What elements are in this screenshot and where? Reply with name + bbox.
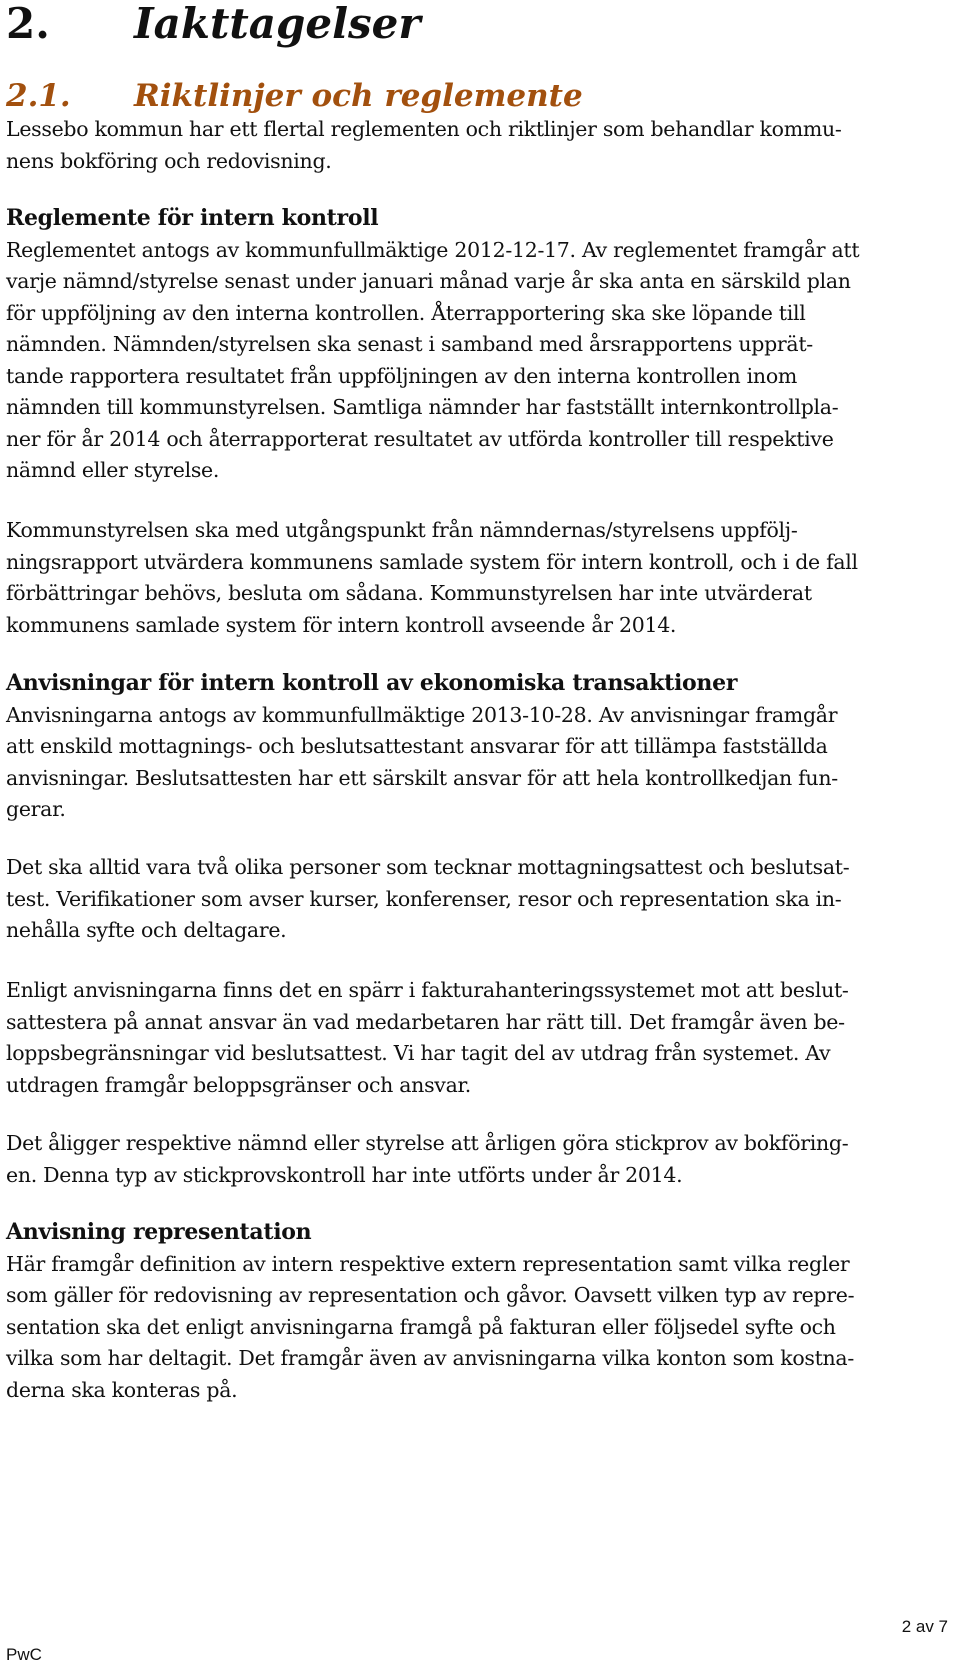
text-line: Lessebo kommun har ett flertal reglementen och riktlinjer som behandlar kommu- (6, 117, 842, 141)
text-line: derna ska konteras på. (6, 1377, 238, 1402)
text-line: för uppföljning av den interna kontrollen. Återrapportering ska ske löpande till (6, 300, 806, 325)
text-line: Här framgår definition av intern respektive extern representation samt vilka regler (6, 1251, 850, 1276)
text-line: ningsrapport utvärdera kommunens samlade system för intern kontroll, och i de fall (6, 549, 858, 574)
text-line: att enskild mottagnings- och beslutsattestant ansvarar för att tillämpa fastställda (6, 734, 828, 758)
section-internal-control (6, 203, 954, 487)
text-line: Det ska alltid vara två olika personer som tecknar mottagningsattest och beslutsat- (6, 855, 850, 879)
text-line: nens bokföring och redovisning. (6, 148, 332, 173)
text-line: Reglementet antogs av kommunfullmäktige 2012-12-17. Av reglementet framgår att (6, 237, 860, 262)
section-heading (6, 75, 583, 117)
subheading-internal-control: Reglemente för intern kontroll (6, 205, 379, 231)
text-line: vilka som har deltagit. Det framgår även av anvisningarna vilka konton som kostna- (6, 1346, 854, 1370)
text-line: nämnden. Nämnden/styrelsen ska senast i samband med årsrapportens upprät- (6, 332, 813, 356)
paragraph-invoice-system (6, 975, 954, 1101)
paragraph-kommunstyrelsen (6, 515, 954, 641)
text-line: ner för år 2014 och återrapporterat resultatet av utförda kontroller till respektive (6, 426, 834, 451)
text-line: Kommunstyrelsen ska med utgångspunkt från nämndernas/styrelsens uppfölj- (6, 518, 798, 542)
text-line: utdragen framgår beloppsgränser och ansvar. (6, 1072, 471, 1097)
text-line: loppsbegränsningar vid beslutsattest. Vi har tagit del av utdrag från systemet. Av (6, 1041, 831, 1065)
chapter-title: Iakttagelser (134, 0, 421, 48)
section-economic-transactions (6, 668, 954, 826)
text-line: Det åligger respektive nämnd eller styrelse att årligen göra stickprov av bokföring- (6, 1131, 849, 1155)
text-line: nämnden till kommunstyrelsen. Samtliga nämnder har fastställt internkontrollpla- (6, 395, 839, 419)
section-title: Riktlinjer och reglemente (134, 78, 583, 114)
text-line: som gäller för redovisning av representation och gåvor. Oavsett vilken typ av repre- (6, 1283, 855, 1307)
intro-paragraph (6, 114, 954, 177)
text-line: sentation ska det enligt anvisningarna framgå på fakturan eller följsedel syfte och (6, 1314, 836, 1339)
text-line: test. Verifikationer som avser kurser, konferenser, resor och representation ska in- (6, 886, 842, 911)
chapter-number: 2. (6, 0, 50, 48)
text-line: gerar. (6, 797, 66, 821)
paragraph-spot-checks (6, 1128, 954, 1191)
text-line: varje nämnd/styrelse senast under januari månad varje år ska anta en särskild plan (6, 269, 851, 293)
text-line: Enligt anvisningarna finns det en spärr i fakturahanteringssystemet mot att beslut- (6, 978, 849, 1002)
text-line: kommunens samlade system för intern kontroll avseende år 2014. (6, 612, 677, 637)
section-representation (6, 1217, 954, 1406)
subheading-representation: Anvisning representation (6, 1219, 312, 1245)
text-line: nämnd eller styrelse. (6, 458, 220, 482)
page-number: 2 av 7 (901, 1617, 948, 1636)
footer-brand: PwC (6, 1645, 42, 1664)
text-line: sattestera på annat ansvar än vad medarbetaren har rätt till. Det framgår även be- (6, 1009, 845, 1034)
subheading-economic-transactions: Anvisningar för intern kontroll av ekonomiska transaktioner (6, 670, 738, 696)
text-line: förbättringar behövs, besluta om sådana. Kommunstyrelsen har inte utvärderat (6, 581, 812, 605)
text-line: Anvisningarna antogs av kommunfullmäktige 2013-10-28. Av anvisningar framgår (6, 702, 838, 727)
text-line: nehålla syfte och deltagare. (6, 918, 287, 942)
section-number: 2.1. (6, 78, 71, 114)
text-line: anvisningar. Beslutsattesten har ett särskilt ansvar för att hela kontrollkedjan fun- (6, 765, 838, 790)
chapter-heading (6, 0, 421, 48)
text-line: en. Denna typ av stickprovskontroll har inte utförts under år 2014. (6, 1162, 683, 1187)
text-line: tande rapportera resultatet från uppföljningen av den interna kontrollen inom (6, 363, 798, 388)
paragraph-two-persons (6, 852, 954, 947)
